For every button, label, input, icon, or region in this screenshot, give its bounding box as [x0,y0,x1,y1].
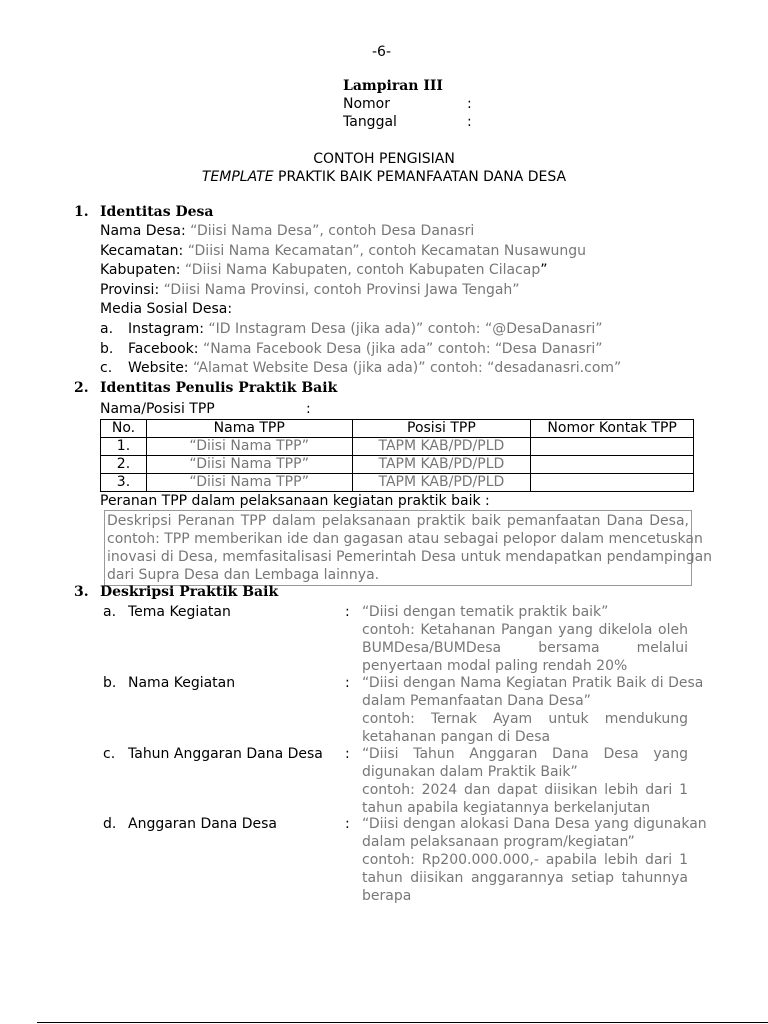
bottom-rule [37,1022,768,1023]
item-a-letter: a. [103,604,117,620]
section2-number: 2. [74,380,89,396]
nama-desa-value: “Diisi Nama Desa”, contoh Desa Danasri [190,223,475,239]
provinsi-row [100,281,520,299]
title-line-1: CONTOH PENGISIAN [313,151,455,167]
nama-desa-row [100,222,474,240]
value-line: berapa [362,888,412,904]
value-line: “Diisi dengan alokasi Dana Desa yang digunakan [362,816,707,832]
nomor-label: Nomor [343,96,390,112]
title-italic: TEMPLATE [201,169,274,185]
cell-posisi: TAPM KAB/PD/PLD [352,438,531,456]
provinsi-label: Provinsi: [100,282,164,298]
value-line: tahun diisikan anggarannya setiap tahunnya [362,870,688,886]
section1-heading: Identitas Desa [100,204,214,220]
value-line: “Diisi dengan Nama Kegiatan Pratik Baik di Desa [362,675,704,691]
value-line: dalam Pemanfaatan Dana Desa” [362,693,591,709]
kabupaten-suffix: ” [540,262,548,278]
instagram-label: Instagram: [128,321,209,337]
peranan-line: Deskripsi Peranan TPP dalam pelaksanaan praktik baik pemanfaatan Dana Desa, [107,513,689,529]
value-line: “Diisi Tahun Anggaran Dana Desa yang [362,746,688,762]
item-a-colon: : [345,604,350,620]
kecamatan-label: Kecamatan: [100,243,188,259]
peranan-label: Peranan TPP dalam pelaksanaan kegiatan praktik baik : [100,493,490,509]
facebook-label: Facebook: [128,341,203,357]
item-d-label: Anggaran Dana Desa [128,816,277,832]
peranan-description-box [104,510,713,586]
item-c-letter: c. [103,746,116,762]
tanggal-colon: : [467,114,472,130]
provinsi-value: “Diisi Nama Provinsi, contoh Provinsi Jawa Tengah” [163,282,520,298]
title-line-2 [0,168,768,186]
facebook-row [128,340,603,358]
page-number: -6- [372,44,392,60]
nama-posisi-label: Nama/Posisi TPP [100,401,215,417]
item-c-value [362,745,688,817]
header-posisi-tpp: Posisi TPP [352,420,531,438]
media-letter-b: b. [100,341,114,357]
item-b-label: Nama Kegiatan [128,675,236,691]
item-b-colon: : [345,675,350,691]
kecamatan-row [100,242,586,260]
peranan-line: contoh: TPP memberikan ide dan gagasan atau sebagai pelopor dalam mencetuskan [107,531,703,547]
cell-nama: “Diisi Nama TPP” [146,438,352,456]
title-rest: PRAKTIK BAIK PEMANFAATAN DANA DESA [273,169,567,185]
value-line: contoh: Rp200.000.000,- apabila lebih dari 1 [362,852,688,868]
website-row [128,359,621,377]
kecamatan-value: “Diisi Nama Kecamatan”, contoh Kecamatan Nusawungu [187,243,587,259]
value-line: dalam pelaksanaan program/kegiatan” [362,834,635,850]
nama-desa-label: Nama Desa: [100,223,191,239]
section3-heading: Deskripsi Praktik Baik [100,584,279,600]
section3-number: 3. [74,584,89,600]
item-d-colon: : [345,816,350,832]
cell-no: 2. [101,456,147,474]
value-line: ketahanan pangan di Desa [362,729,551,745]
section1-number: 1. [74,204,89,220]
cell-no: 3. [101,474,147,492]
item-b-letter: b. [103,675,117,691]
table-row [101,438,694,456]
cell-nama: “Diisi Nama TPP” [146,474,352,492]
instagram-row [128,320,603,338]
item-d-value [362,815,707,905]
table-row [101,456,694,474]
kabupaten-label: Kabupaten: [100,262,185,278]
value-line: contoh: Ternak Ayam untuk mendukung [362,711,688,727]
cell-posisi: TAPM KAB/PD/PLD [352,474,531,492]
nama-posisi-colon: : [306,401,311,417]
item-a-label: Tema Kegiatan [128,604,231,620]
header-nama-tpp: Nama TPP [146,420,352,438]
item-b-value [362,674,704,746]
section2-heading: Identitas Penulis Praktik Baik [100,380,338,396]
cell-nama: “Diisi Nama TPP” [146,456,352,474]
lampiran-label: Lampiran III [343,78,443,94]
item-c-colon: : [345,746,350,762]
header-no: No. [101,420,147,438]
value-line: penyertaan modal paling rendah 20% [362,658,628,674]
tpp-table [100,419,694,492]
instagram-value: “ID Instagram Desa (jika ada)” contoh: “@DesaDanasri” [208,321,603,337]
item-d-letter: d. [103,816,117,832]
cell-kontak [531,456,694,474]
facebook-value: “Nama Facebook Desa (jika ada” contoh: “Desa Danasri” [202,341,603,357]
peranan-line: dari Supra Desa dan Lembaga lainnya. [107,567,380,583]
tanggal-label: Tanggal [343,114,397,130]
media-sosial-label: Media Sosial Desa: [100,301,233,317]
website-value: “Alamat Website Desa (jika ada)” contoh: “desadanasri.com” [192,360,622,376]
media-letter-c: c. [100,360,113,376]
kabupaten-value: “Diisi Nama Kabupaten, contoh Kabupaten Cilacap [184,262,541,278]
value-line: digunakan dalam Praktik Baik” [362,764,578,780]
value-line: “Diisi dengan tematik praktik baik” [362,604,609,620]
kabupaten-row [100,261,547,279]
item-c-label: Tahun Anggaran Dana Desa [128,746,323,762]
table-header-row [101,420,694,438]
cell-kontak [531,474,694,492]
value-line: tahun apabila kegiatannya berkelanjutan [362,800,651,816]
nomor-colon: : [467,96,472,112]
header-nomor-kontak: Nomor Kontak TPP [531,420,694,438]
value-line: contoh: 2024 dan dapat diisikan lebih dari 1 [362,782,688,798]
cell-posisi: TAPM KAB/PD/PLD [352,456,531,474]
peranan-line: inovasi di Desa, memfasitalisasi Pemerintah Desa untuk mendapatkan pendampingan [107,549,713,565]
table-row [101,474,694,492]
media-letter-a: a. [100,321,114,337]
value-line: contoh: Ketahanan Pangan yang dikelola oleh [362,622,688,638]
value-line: BUMDesa/BUMDesa bersama melalui [362,640,688,656]
item-a-value [362,603,688,675]
cell-kontak [531,438,694,456]
cell-no: 1. [101,438,147,456]
website-label: Website: [128,360,193,376]
